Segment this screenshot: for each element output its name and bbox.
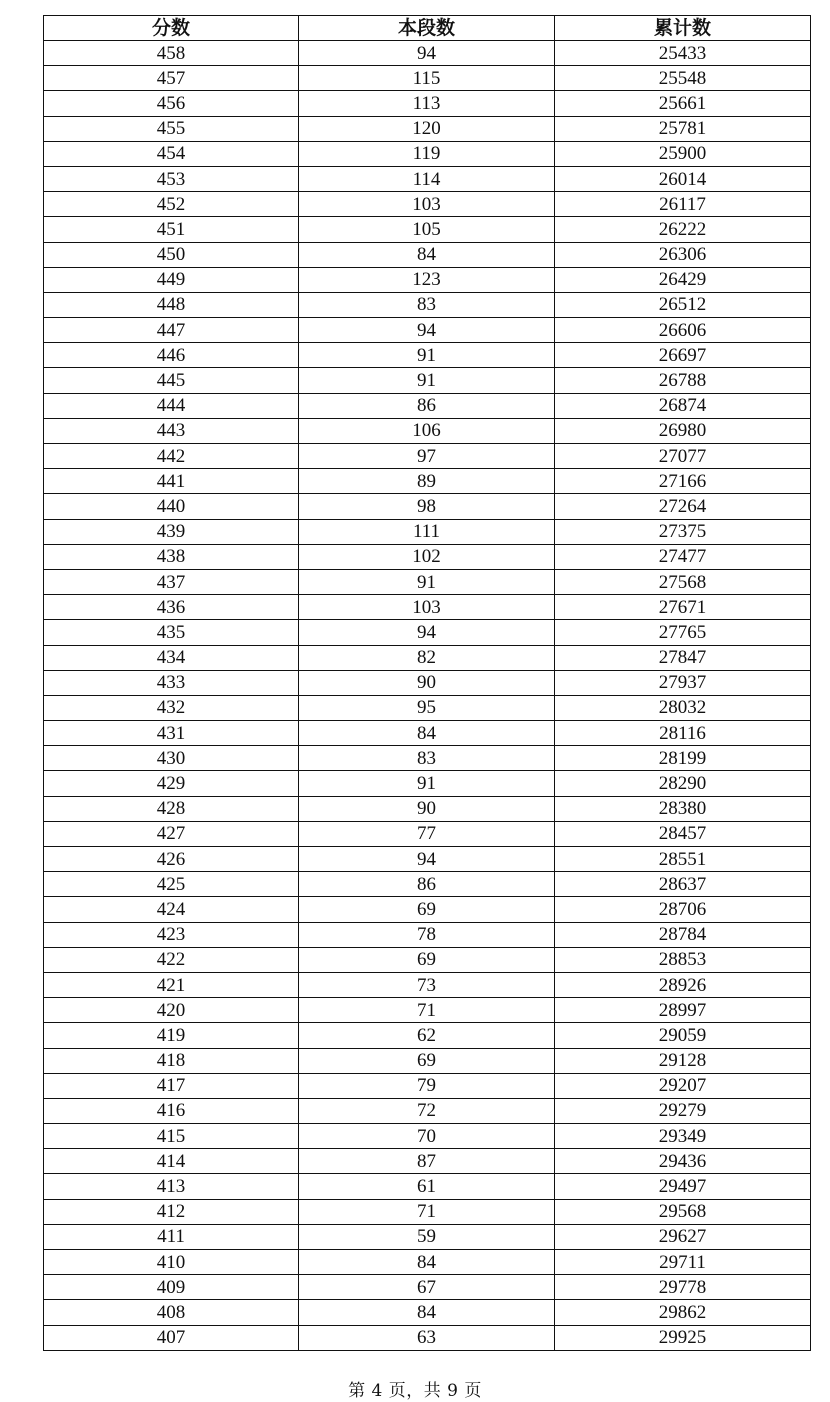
- segment-count-cell: 69: [299, 1048, 555, 1073]
- table-row: [44, 116, 811, 141]
- cumulative-count-cell: 28853: [555, 947, 811, 972]
- table-row: [44, 217, 811, 242]
- score-cell: 431: [44, 721, 299, 746]
- cumulative-count-cell: 29436: [555, 1149, 811, 1174]
- score-cell: 444: [44, 393, 299, 418]
- table-row: [44, 821, 811, 846]
- segment-count-cell: 72: [299, 1098, 555, 1123]
- score-cell: 458: [44, 41, 299, 66]
- cumulative-count-cell: 29568: [555, 1199, 811, 1224]
- score-cell: 422: [44, 947, 299, 972]
- score-cell: 435: [44, 620, 299, 645]
- segment-count-cell: 94: [299, 620, 555, 645]
- segment-count-cell: 90: [299, 796, 555, 821]
- segment-count-cell: 77: [299, 821, 555, 846]
- segment-count-cell: 106: [299, 418, 555, 443]
- segment-count-cell: 98: [299, 494, 555, 519]
- score-cell: 411: [44, 1224, 299, 1249]
- table-row: [44, 494, 811, 519]
- score-cell: 440: [44, 494, 299, 519]
- cumulative-count-cell: 28380: [555, 796, 811, 821]
- score-cell: 423: [44, 922, 299, 947]
- segment-count-cell: 91: [299, 368, 555, 393]
- segment-count-cell: 90: [299, 670, 555, 695]
- cumulative-count-cell: 29627: [555, 1224, 811, 1249]
- cumulative-count-cell: 28997: [555, 998, 811, 1023]
- table-row: [44, 469, 811, 494]
- score-cell: 455: [44, 116, 299, 141]
- table-row: [44, 444, 811, 469]
- cumulative-count-cell: 29497: [555, 1174, 811, 1199]
- score-cell: 437: [44, 569, 299, 594]
- table-row: [44, 796, 811, 821]
- score-cell: 451: [44, 217, 299, 242]
- table-row: [44, 1300, 811, 1325]
- segment-count-cell: 69: [299, 897, 555, 922]
- cumulative-count-cell: 26788: [555, 368, 811, 393]
- score-cell: 452: [44, 192, 299, 217]
- cumulative-count-cell: 26117: [555, 192, 811, 217]
- cumulative-count-cell: 25661: [555, 91, 811, 116]
- cumulative-count-cell: 26512: [555, 292, 811, 317]
- score-cell: 427: [44, 821, 299, 846]
- segment-count-cell: 123: [299, 267, 555, 292]
- score-cell: 454: [44, 141, 299, 166]
- cumulative-count-cell: 29778: [555, 1275, 811, 1300]
- segment-count-cell: 97: [299, 444, 555, 469]
- cumulative-count-cell: 28926: [555, 972, 811, 997]
- segment-count-cell: 94: [299, 318, 555, 343]
- cumulative-count-cell: 28290: [555, 771, 811, 796]
- table-header: [44, 16, 811, 41]
- segment-count-cell: 78: [299, 922, 555, 947]
- cumulative-count-cell: 28116: [555, 721, 811, 746]
- cumulative-count-cell: 26606: [555, 318, 811, 343]
- table-row: [44, 1250, 811, 1275]
- cumulative-count-cell: 26222: [555, 217, 811, 242]
- score-cell: 429: [44, 771, 299, 796]
- table-row: [44, 368, 811, 393]
- cumulative-count-cell: 25433: [555, 41, 811, 66]
- table-row: [44, 922, 811, 947]
- cumulative-count-cell: 26429: [555, 267, 811, 292]
- segment-count-cell: 94: [299, 847, 555, 872]
- table-row: [44, 41, 811, 66]
- segment-count-cell: 63: [299, 1325, 555, 1350]
- score-cell: 424: [44, 897, 299, 922]
- page-footer: 第 4 页，共 9 页: [348, 1381, 482, 1401]
- score-cell: 428: [44, 796, 299, 821]
- segment-count-cell: 71: [299, 998, 555, 1023]
- cumulative-count-cell: 29207: [555, 1073, 811, 1098]
- table-row: [44, 192, 811, 217]
- cumulative-count-cell: 28457: [555, 821, 811, 846]
- cumulative-count-cell: 29349: [555, 1124, 811, 1149]
- score-cell: 419: [44, 1023, 299, 1048]
- table-row: [44, 1098, 811, 1123]
- segment-count-cell: 91: [299, 771, 555, 796]
- segment-count-cell: 94: [299, 41, 555, 66]
- table-row: [44, 1023, 811, 1048]
- cumulative-count-cell: 27166: [555, 469, 811, 494]
- segment-count-cell: 61: [299, 1174, 555, 1199]
- score-cell: 420: [44, 998, 299, 1023]
- score-cell: 456: [44, 91, 299, 116]
- score-cell: 416: [44, 1098, 299, 1123]
- segment-count-cell: 79: [299, 1073, 555, 1098]
- cumulative-count-cell: 27937: [555, 670, 811, 695]
- segment-count-cell: 59: [299, 1224, 555, 1249]
- score-cell: 441: [44, 469, 299, 494]
- table-row: [44, 872, 811, 897]
- table-row: [44, 1149, 811, 1174]
- score-cell: 447: [44, 318, 299, 343]
- score-distribution-table: [43, 15, 811, 1351]
- segment-count-cell: 119: [299, 141, 555, 166]
- table-row: [44, 1275, 811, 1300]
- score-cell: 417: [44, 1073, 299, 1098]
- segment-count-cell: 83: [299, 746, 555, 771]
- table-row: [44, 947, 811, 972]
- table-row: [44, 695, 811, 720]
- segment-count-cell: 87: [299, 1149, 555, 1174]
- header-cumulative-count: 累计数: [555, 16, 811, 41]
- table-row: [44, 1199, 811, 1224]
- segment-count-cell: 70: [299, 1124, 555, 1149]
- score-cell: 457: [44, 66, 299, 91]
- cumulative-count-cell: 27765: [555, 620, 811, 645]
- score-cell: 430: [44, 746, 299, 771]
- segment-count-cell: 73: [299, 972, 555, 997]
- cumulative-count-cell: 25781: [555, 116, 811, 141]
- score-cell: 439: [44, 519, 299, 544]
- table-row: [44, 343, 811, 368]
- segment-count-cell: 91: [299, 343, 555, 368]
- table-row: [44, 393, 811, 418]
- segment-count-cell: 114: [299, 166, 555, 191]
- cumulative-count-cell: 26014: [555, 166, 811, 191]
- table-row: [44, 746, 811, 771]
- score-cell: 445: [44, 368, 299, 393]
- cumulative-count-cell: 28784: [555, 922, 811, 947]
- segment-count-cell: 102: [299, 544, 555, 569]
- table-row: [44, 569, 811, 594]
- cumulative-count-cell: 28706: [555, 897, 811, 922]
- score-cell: 415: [44, 1124, 299, 1149]
- segment-count-cell: 84: [299, 1300, 555, 1325]
- cumulative-count-cell: 26980: [555, 418, 811, 443]
- score-cell: 446: [44, 343, 299, 368]
- cumulative-count-cell: 27264: [555, 494, 811, 519]
- header-row: [44, 16, 811, 41]
- score-cell: 433: [44, 670, 299, 695]
- table-row: [44, 645, 811, 670]
- segment-count-cell: 103: [299, 192, 555, 217]
- table-body: [44, 41, 811, 1351]
- table-row: [44, 998, 811, 1023]
- segment-count-cell: 120: [299, 116, 555, 141]
- table-row: [44, 267, 811, 292]
- cumulative-count-cell: 27477: [555, 544, 811, 569]
- cumulative-count-cell: 25548: [555, 66, 811, 91]
- table-row: [44, 242, 811, 267]
- score-cell: 418: [44, 1048, 299, 1073]
- header-segment-count: 本段数: [299, 16, 555, 41]
- cumulative-count-cell: 27847: [555, 645, 811, 670]
- score-cell: 432: [44, 695, 299, 720]
- score-cell: 421: [44, 972, 299, 997]
- score-cell: 434: [44, 645, 299, 670]
- score-cell: 412: [44, 1199, 299, 1224]
- segment-count-cell: 84: [299, 242, 555, 267]
- table-row: [44, 1048, 811, 1073]
- segment-count-cell: 86: [299, 393, 555, 418]
- score-cell: 413: [44, 1174, 299, 1199]
- score-cell: 426: [44, 847, 299, 872]
- cumulative-count-cell: 28032: [555, 695, 811, 720]
- segment-count-cell: 62: [299, 1023, 555, 1048]
- cumulative-count-cell: 26306: [555, 242, 811, 267]
- table-row: [44, 544, 811, 569]
- table-row: [44, 91, 811, 116]
- table-row: [44, 292, 811, 317]
- cumulative-count-cell: 27077: [555, 444, 811, 469]
- table-row: [44, 595, 811, 620]
- table-row: [44, 620, 811, 645]
- segment-count-cell: 69: [299, 947, 555, 972]
- segment-count-cell: 82: [299, 645, 555, 670]
- segment-count-cell: 115: [299, 66, 555, 91]
- score-cell: 425: [44, 872, 299, 897]
- table-row: [44, 847, 811, 872]
- segment-count-cell: 84: [299, 1250, 555, 1275]
- segment-count-cell: 89: [299, 469, 555, 494]
- score-cell: 450: [44, 242, 299, 267]
- table-row: [44, 1073, 811, 1098]
- segment-count-cell: 84: [299, 721, 555, 746]
- table-row: [44, 1174, 811, 1199]
- table-row: [44, 418, 811, 443]
- table-row: [44, 1325, 811, 1350]
- score-cell: 408: [44, 1300, 299, 1325]
- segment-count-cell: 103: [299, 595, 555, 620]
- table-row: [44, 897, 811, 922]
- cumulative-count-cell: 29279: [555, 1098, 811, 1123]
- cumulative-count-cell: 25900: [555, 141, 811, 166]
- table-row: [44, 972, 811, 997]
- score-cell: 442: [44, 444, 299, 469]
- score-cell: 407: [44, 1325, 299, 1350]
- segment-count-cell: 111: [299, 519, 555, 544]
- cumulative-count-cell: 27568: [555, 569, 811, 594]
- cumulative-count-cell: 26697: [555, 343, 811, 368]
- score-cell: 438: [44, 544, 299, 569]
- table-row: [44, 771, 811, 796]
- table-row: [44, 1124, 811, 1149]
- segment-count-cell: 83: [299, 292, 555, 317]
- segment-count-cell: 86: [299, 872, 555, 897]
- score-cell: 448: [44, 292, 299, 317]
- cumulative-count-cell: 29128: [555, 1048, 811, 1073]
- segment-count-cell: 67: [299, 1275, 555, 1300]
- table-row: [44, 66, 811, 91]
- table-row: [44, 141, 811, 166]
- cumulative-count-cell: 29059: [555, 1023, 811, 1048]
- score-cell: 443: [44, 418, 299, 443]
- cumulative-count-cell: 26874: [555, 393, 811, 418]
- table-row: [44, 721, 811, 746]
- score-cell: 453: [44, 166, 299, 191]
- score-cell: 414: [44, 1149, 299, 1174]
- cumulative-count-cell: 29711: [555, 1250, 811, 1275]
- score-cell: 410: [44, 1250, 299, 1275]
- cumulative-count-cell: 28551: [555, 847, 811, 872]
- header-score: 分数: [44, 16, 299, 41]
- cumulative-count-cell: 29862: [555, 1300, 811, 1325]
- segment-count-cell: 71: [299, 1199, 555, 1224]
- table-row: [44, 166, 811, 191]
- cumulative-count-cell: 27375: [555, 519, 811, 544]
- table-row: [44, 318, 811, 343]
- table-row: [44, 670, 811, 695]
- score-cell: 409: [44, 1275, 299, 1300]
- score-cell: 449: [44, 267, 299, 292]
- cumulative-count-cell: 27671: [555, 595, 811, 620]
- table-row: [44, 519, 811, 544]
- cumulative-count-cell: 28199: [555, 746, 811, 771]
- segment-count-cell: 91: [299, 569, 555, 594]
- segment-count-cell: 95: [299, 695, 555, 720]
- table-row: [44, 1224, 811, 1249]
- cumulative-count-cell: 28637: [555, 872, 811, 897]
- segment-count-cell: 113: [299, 91, 555, 116]
- segment-count-cell: 105: [299, 217, 555, 242]
- cumulative-count-cell: 29925: [555, 1325, 811, 1350]
- score-cell: 436: [44, 595, 299, 620]
